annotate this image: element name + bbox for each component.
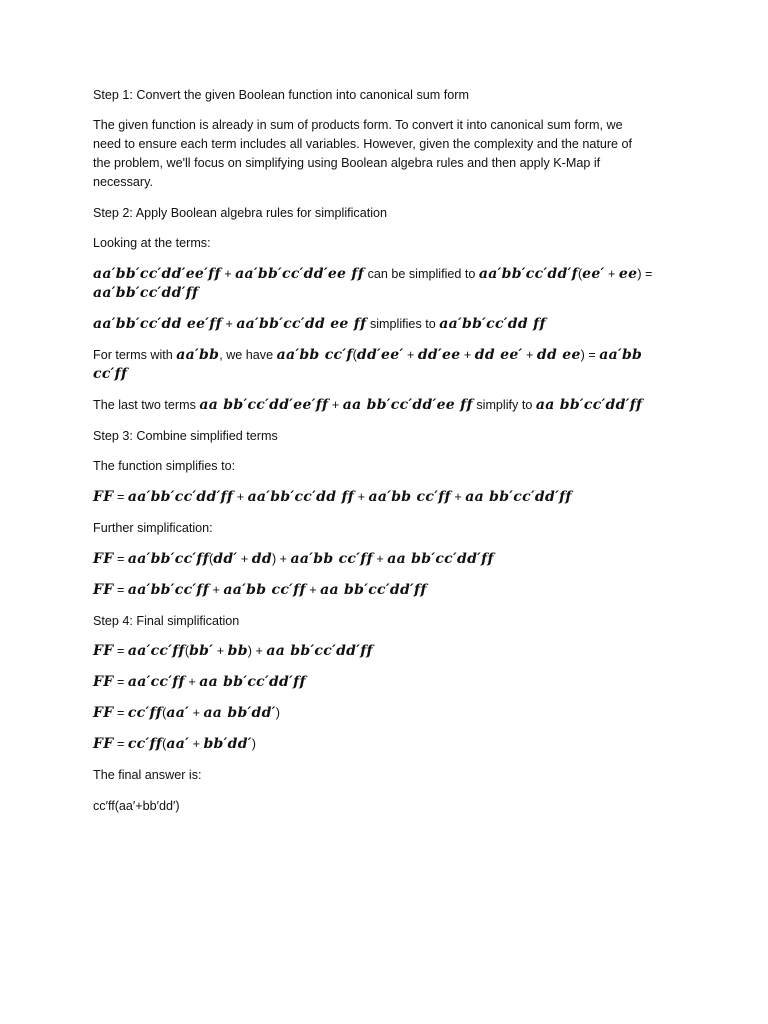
math-term: aa′bb′cc′dd′ff xyxy=(127,489,234,505)
final-answer: cc′ff(aa′+bb′dd′) xyxy=(93,799,180,813)
math-term: aa′bb cc′ff xyxy=(290,551,373,567)
math-term: aa′bb cc′ff xyxy=(93,347,643,382)
math-term: dd′ee′ xyxy=(356,347,404,363)
operator: + xyxy=(522,348,537,362)
math-term: aa bb′cc′dd′ff xyxy=(266,643,373,659)
simplifies-to-text: The function simplifies to: xyxy=(93,459,236,473)
math-term: ee xyxy=(618,266,638,282)
operator: + xyxy=(305,583,321,597)
math-term: aa′bb′cc′dd′ee′ff xyxy=(93,266,221,282)
math-term: dd xyxy=(251,551,272,567)
operator: ( xyxy=(162,706,167,720)
operator: + xyxy=(450,490,466,504)
operator: = xyxy=(113,675,128,689)
equation-8 xyxy=(93,642,676,661)
operator: = xyxy=(113,552,128,566)
math-term: ee′ xyxy=(582,266,605,282)
operator: ) xyxy=(251,737,256,751)
math-term: FF xyxy=(93,489,114,505)
operator: + xyxy=(184,675,200,689)
math-term: aa′ xyxy=(166,705,190,721)
equation-text: simplify to xyxy=(472,398,536,412)
math-term: aa′bb cc′ff xyxy=(223,582,306,598)
math-term: bb′ xyxy=(189,643,214,659)
math-term: aa′bb cc′f xyxy=(276,347,353,363)
equation-6 xyxy=(93,550,676,569)
math-term: cc′ff xyxy=(127,736,163,752)
operator: ) + xyxy=(247,644,267,658)
operator: + xyxy=(460,348,475,362)
step1-heading: Step 1: Convert the given Boolean function into canonical sum form xyxy=(93,88,469,102)
operator: ( xyxy=(184,644,190,658)
math-term: aa′bb′cc′dd ff xyxy=(247,489,355,505)
math-term: FF xyxy=(93,582,114,598)
math-term: aa bb′cc′dd′ff xyxy=(465,489,572,505)
equation-text: can be simplified to xyxy=(364,267,479,281)
math-term: FF xyxy=(93,736,114,752)
operator: + xyxy=(403,348,418,362)
operator: ) xyxy=(275,706,280,720)
equation-3 xyxy=(93,346,673,384)
operator: = xyxy=(113,490,128,504)
math-term: aa bb′cc′dd′ff xyxy=(320,582,427,598)
equation-text: The last two terms xyxy=(93,398,200,412)
equation-5 xyxy=(93,488,676,507)
equation-7 xyxy=(93,581,676,600)
equation-text: , we have xyxy=(219,348,277,362)
math-term: dd′ xyxy=(213,551,238,567)
equation-9 xyxy=(93,673,676,692)
step4-heading: Step 4: Final simplification xyxy=(93,614,240,628)
step3-heading: Step 3: Combine simplified terms xyxy=(93,429,278,443)
operator: = xyxy=(113,644,128,658)
operator: + xyxy=(213,644,228,658)
equation-11 xyxy=(93,735,676,754)
math-term: aa′bb′cc′dd ee ff xyxy=(236,316,367,332)
operator: ) + xyxy=(271,552,291,566)
math-term: aa′bb′cc′ff xyxy=(127,551,210,567)
equation-text: For terms with xyxy=(93,348,177,362)
operator: + xyxy=(189,737,204,751)
math-term: aa′bb′cc′dd′f xyxy=(478,266,578,282)
equation-text: simplifies to xyxy=(366,317,440,331)
math-term: aa bb′cc′dd′ff xyxy=(535,397,643,413)
operator: + xyxy=(604,267,619,281)
math-term: aa′ xyxy=(166,736,190,752)
math-term: FF xyxy=(93,551,114,567)
math-term: aa′cc′ff xyxy=(127,643,185,659)
math-term: aa bb′cc′dd′ff xyxy=(199,674,306,690)
operator: ( xyxy=(162,737,167,751)
math-term: FF xyxy=(93,674,114,690)
further-text: Further simplification: xyxy=(93,521,213,535)
math-term: bb′dd′ xyxy=(203,736,252,752)
equation-2 xyxy=(93,315,673,334)
operator: + xyxy=(372,552,388,566)
math-term: dd ee xyxy=(536,347,581,363)
math-term: aa′bb cc′ff xyxy=(368,489,451,505)
operator: + xyxy=(233,490,248,504)
math-term: cc′ff xyxy=(127,705,163,721)
step1-body: The given function is already in sum of products form. To convert it into canonical sum form, we need to ensure each term includes all variables. However, given the complexity and the nature of the problem, we'll focus on simplifying using Boolean algebra rules and then apply K-Map if necessary. xyxy=(93,118,633,189)
operator: ( xyxy=(577,267,583,281)
operator: + xyxy=(221,317,237,331)
operator: = xyxy=(113,737,128,751)
math-term: aa bb′cc′dd′ee ff xyxy=(342,397,473,413)
math-term: aa′bb′cc′dd′ff xyxy=(93,285,199,301)
operator: = xyxy=(113,583,128,597)
equation-10 xyxy=(93,704,676,723)
math-term: aa′bb′cc′dd ff xyxy=(439,316,546,332)
math-term: aa′bb xyxy=(176,347,220,363)
math-term: dd ee′ xyxy=(474,347,523,363)
operator: = xyxy=(113,706,128,720)
operator: ) = xyxy=(580,348,600,362)
operator: + xyxy=(220,267,236,281)
math-term: aa bb′cc′dd′ee′ff xyxy=(199,397,329,413)
math-term: dd′ee xyxy=(417,347,461,363)
math-term: aa′bb′cc′ff xyxy=(127,582,210,598)
operator: + xyxy=(189,706,204,720)
math-term: bb xyxy=(227,643,248,659)
looking-text: Looking at the terms: xyxy=(93,236,211,250)
step2-heading: Step 2: Apply Boolean algebra rules for simplification xyxy=(93,206,388,220)
math-term: FF xyxy=(93,705,114,721)
operator: + xyxy=(209,583,224,597)
equation-1 xyxy=(93,265,673,303)
operator: + xyxy=(237,552,252,566)
equation-4 xyxy=(93,396,673,415)
operator: ( xyxy=(209,552,214,566)
math-term: aa′bb′cc′dd ee′ff xyxy=(93,316,222,332)
operator: + xyxy=(354,490,369,504)
math-term: FF xyxy=(93,643,114,659)
math-term: aa′cc′ff xyxy=(127,674,185,690)
final-label: The final answer is: xyxy=(93,768,202,782)
operator: ) = xyxy=(637,267,653,281)
math-term: aa bb′cc′dd′ff xyxy=(387,551,494,567)
operator: ( xyxy=(352,348,357,362)
math-term: aa′bb′cc′dd′ee ff xyxy=(235,266,365,282)
math-term: aa bb′dd′ xyxy=(203,705,276,721)
operator: + xyxy=(328,398,343,412)
